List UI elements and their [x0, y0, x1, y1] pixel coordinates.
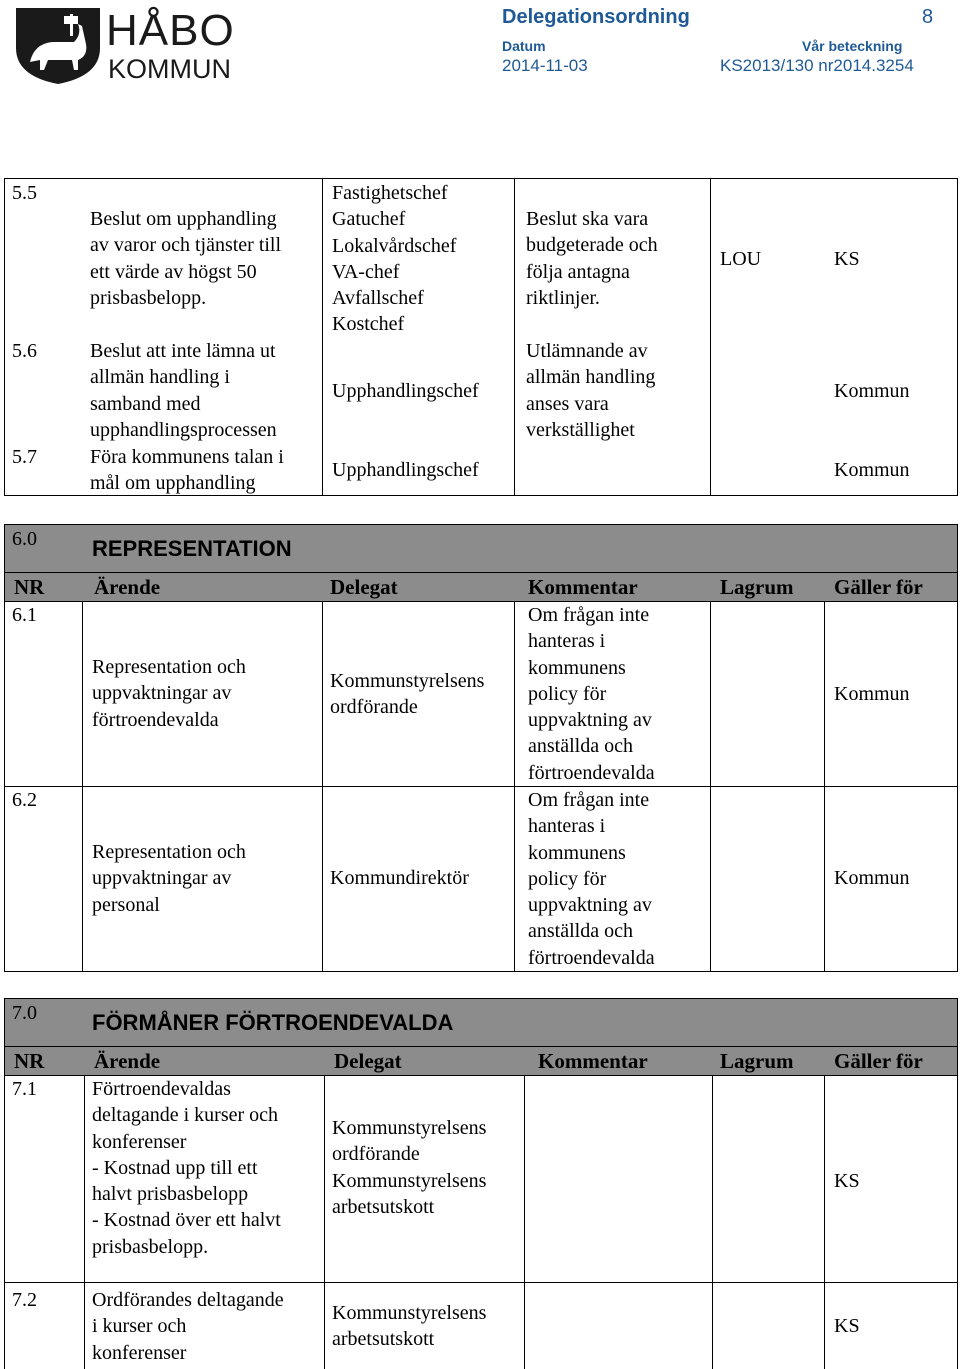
row-5-7-nr: 5.7	[12, 446, 37, 468]
page-number: 8	[922, 6, 934, 28]
reference-label: Vår beteckning	[802, 38, 903, 54]
section-6-table	[4, 524, 958, 972]
section-6-title: REPRESENTATION	[92, 536, 292, 561]
row-5-5-delegat: Fastighetschef Gatuchef Lokalvårdschef VA-chef Avfallschef Kostchef	[332, 182, 457, 336]
row-6-2-arende: Representation och uppvaktningar av personal	[92, 841, 246, 916]
col-kommentar: Kommentar	[528, 575, 638, 599]
row-6-2-galler: Kommun	[834, 867, 910, 889]
row-7-1-delegat: Kommunstyrelsens ordförande Kommunstyrelsens arbetsutskott	[332, 1117, 487, 1218]
row-5-6-kommentar: Utlämnande av allmän handling anses vara verkställighet	[526, 340, 656, 441]
logo-text-kommun: KOMMUN	[108, 54, 231, 84]
col-galler-for: Gäller för	[834, 1049, 923, 1073]
row-5-5-kommentar: Beslut ska vara budgeterade och följa antagna riktlinjer.	[526, 208, 658, 309]
col-galler-for: Gäller för	[834, 575, 923, 599]
logo-text-habo: HÅBO	[106, 6, 235, 55]
row-5-5-nr: 5.5	[12, 182, 37, 204]
section-6-number: 6.0	[12, 528, 37, 550]
row-5-5-arende: Beslut om upphandling av varor och tjänster till ett värde av högst 50 prisbasbelopp.	[90, 208, 282, 309]
row-5-5-galler: KS	[834, 248, 860, 270]
row-6-1-galler: Kommun	[834, 683, 910, 705]
section-7-table	[4, 998, 958, 1369]
row-5-6-nr: 5.6	[12, 340, 37, 362]
row-6-1-delegat: Kommunstyrelsens ordförande	[330, 670, 485, 719]
col-arende: Ärende	[94, 1049, 161, 1073]
date-label: Datum	[502, 38, 546, 54]
row-7-1-galler: KS	[834, 1170, 860, 1192]
col-lagrum: Lagrum	[720, 575, 794, 599]
col-nr: NR	[14, 1049, 45, 1073]
document-title: Delegationsordning	[502, 6, 690, 28]
row-7-2-delegat: Kommunstyrelsens arbetsutskott	[332, 1302, 487, 1351]
row-5-6-arende: Beslut att inte lämna ut allmän handling i samband med upphandlingsprocessen	[90, 340, 277, 441]
row-6-1-kommentar: Om frågan inte hanteras i kommunens policy för uppvaktning av anställda och förtroendevalda	[528, 604, 655, 784]
reference-value: KS2013/130 nr2014.3254	[720, 56, 914, 75]
section-7-title: FÖRMÅNER FÖRTROENDEVALDA	[92, 1010, 454, 1035]
col-arende: Ärende	[94, 575, 161, 599]
row-6-1-nr: 6.1	[12, 604, 37, 626]
row-6-2-kommentar: Om frågan inte hanteras i kommunens policy för uppvaktning av anställda och förtroendevalda	[528, 789, 655, 969]
row-6-1-arende: Representation och uppvaktningar av förtroendevalda	[92, 656, 246, 731]
row-7-1-arende: Förtroendevaldas deltagande i kurser och konferenser - Kostnad upp till ett halvt prisbasbelopp - Kostnad över ett halvt prisbasbelopp.	[92, 1078, 281, 1258]
col-kommentar: Kommentar	[538, 1049, 648, 1073]
col-delegat: Delegat	[334, 1049, 402, 1073]
col-delegat: Delegat	[330, 575, 398, 599]
date-value: 2014-11-03	[502, 56, 588, 75]
row-5-7-arende: Föra kommunens talan i mål om upphandling	[90, 446, 284, 495]
row-5-6-delegat: Upphandlingschef	[332, 380, 479, 402]
row-5-7-galler: Kommun	[834, 459, 910, 481]
col-lagrum: Lagrum	[720, 1049, 794, 1073]
row-7-1-nr: 7.1	[12, 1078, 37, 1100]
row-5-6-galler: Kommun	[834, 380, 910, 402]
row-6-2-delegat: Kommundirektör	[330, 867, 469, 889]
section-7-number: 7.0	[12, 1002, 37, 1024]
col-nr: NR	[14, 575, 45, 599]
row-7-2-galler: KS	[834, 1315, 860, 1337]
row-7-2-nr: 7.2	[12, 1289, 37, 1311]
row-7-2-arende: Ordförandes deltagande i kurser och konferenser	[92, 1289, 284, 1364]
row-6-2-nr: 6.2	[12, 789, 37, 811]
row-5-7-delegat: Upphandlingschef	[332, 459, 479, 481]
habo-kommun-logo	[12, 4, 242, 86]
row-5-5-lagrum: LOU	[720, 248, 762, 270]
section-5-table	[4, 178, 958, 496]
